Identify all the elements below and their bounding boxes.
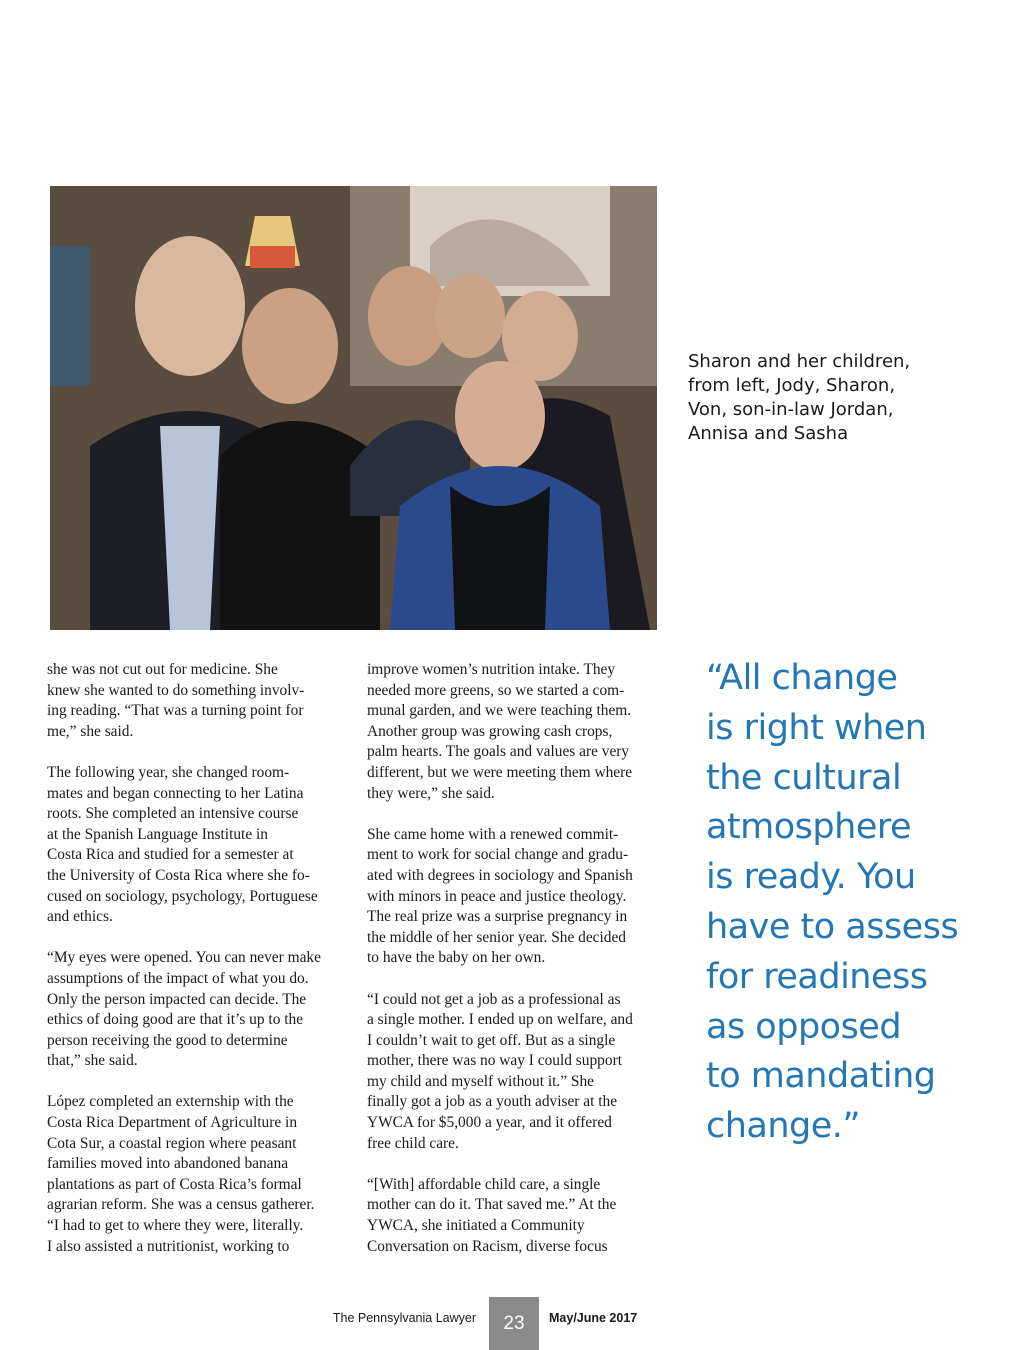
text-line: ethics of doing good are that it’s up to the [47,1011,304,1029]
pull-quote-line: is ready. You [706,857,916,898]
text-line: Conversation on Racism, diverse focus [367,1237,608,1255]
text-line: a single mother. I ended up on welfare, and [367,1011,633,1029]
text-line: She came home with a renewed commit- [367,825,619,843]
pull-quote-line: is right when [706,707,927,748]
text-line: that,” she said. [47,1052,138,1070]
text-line: cused on sociology, psychology, Portuguese [47,887,318,905]
caption-line: from left, Jody, Sharon, [688,375,896,396]
text-line: mates and began connecting to her Latina [47,784,304,802]
text-line: “My eyes were opened. You can never make [47,949,321,967]
text-line: Only the person impacted can decide. The [47,990,307,1008]
group-photo [50,186,657,630]
article-column-1 [47,660,347,1257]
text-line: agrarian reform. She was a census gatherer. [47,1196,315,1214]
text-line: YWCA, she initiated a Community [367,1217,585,1235]
text-line: the University of Costa Rica where she fo- [47,866,310,884]
text-line: ing reading. “That was a turning point for [47,702,304,720]
pull-quote-line: for readiness [706,956,928,997]
text-line: “I could not get a job as a professional as [367,990,621,1008]
text-line: knew she wanted to do something involv- [47,681,305,699]
text-line: “[With] affordable child care, a single [367,1175,601,1193]
caption-line: Annisa and Sasha [688,423,849,444]
pull-quote [706,654,1006,1152]
text-line: and ethics. [47,908,113,926]
pull-quote-line: change.” [706,1106,861,1147]
text-line: I also assisted a nutritionist, working to [47,1237,290,1255]
text-line: Costa Rica and studied for a semester at [47,846,294,864]
text-line: Cota Sur, a coastal region where peasant [47,1134,297,1152]
article-column-2 [367,660,667,1257]
text-line: me,” she said. [47,722,134,740]
text-line: plantations as part of Costa Rica’s formal [47,1175,302,1193]
text-line: different, but we were meeting them where [367,763,633,781]
text-line: “I had to get to where they were, literally. [47,1217,304,1235]
text-line: ment to work for social change and gradu- [367,846,629,864]
text-line: palm hearts. The goals and values are very [367,743,630,761]
pull-quote-line: as opposed [706,1006,902,1047]
page-number: 23 [489,1297,539,1350]
pull-quote-line: have to assess [706,906,959,947]
text-line: to have the baby on her own. [367,949,546,967]
text-line: she was not cut out for medicine. She [47,661,278,678]
text-line: Costa Rica Department of Agriculture in [47,1114,298,1132]
pull-quote-line: to mandating [706,1056,936,1097]
photo-caption [688,350,988,446]
text-line: Another group was growing cash crops, [367,722,613,740]
photo-illustration [50,186,657,630]
text-line: the middle of her senior year. She decided [367,928,626,946]
pull-quote-line: atmosphere [706,807,911,848]
text-line: ated with degrees in sociology and Spanish [367,866,633,884]
text-line: assumptions of the impact of what you do. [47,969,309,987]
text-line: finally got a job as a youth adviser at the [367,1093,618,1111]
pull-quote-line: the cultural [706,757,902,798]
publication-name: The Pennsylvania Lawyer [332,1311,476,1325]
text-line: López completed an externship with the [47,1093,294,1111]
text-line: families moved into abandoned banana [47,1155,289,1173]
caption-line: Sharon and her children, [688,351,911,372]
pull-quote-line: “All change [706,658,898,698]
text-line: with minors in peace and justice theology. [367,887,627,905]
text-line: I couldn’t wait to get off. But as a single [367,1031,616,1049]
text-line: mother can do it. That saved me.” At the [367,1196,617,1214]
text-line: The following year, she changed room- [47,763,290,781]
caption-line: Von, son-in-law Jordan, [688,399,894,420]
text-line: improve women’s nutrition intake. They [367,661,616,678]
text-line: at the Spanish Language Institute in [47,825,268,843]
text-line: person receiving the good to determine [47,1031,288,1049]
text-line: The real prize was a surprise pregnancy in [367,908,628,926]
text-line: mother, there was no way I could support [367,1052,622,1070]
text-line: free child care. [367,1134,459,1152]
text-line: YWCA for $5,000 a year, and it offered [367,1114,612,1132]
text-line: munal garden, and we were teaching them. [367,702,632,720]
text-line: my child and myself without it.” She [367,1072,594,1090]
text-line: needed more greens, so we started a com- [367,681,625,699]
issue-date: May/June 2017 [549,1311,638,1325]
text-line: they were,” she said. [367,784,495,802]
text-line: roots. She completed an intensive course [47,805,299,823]
